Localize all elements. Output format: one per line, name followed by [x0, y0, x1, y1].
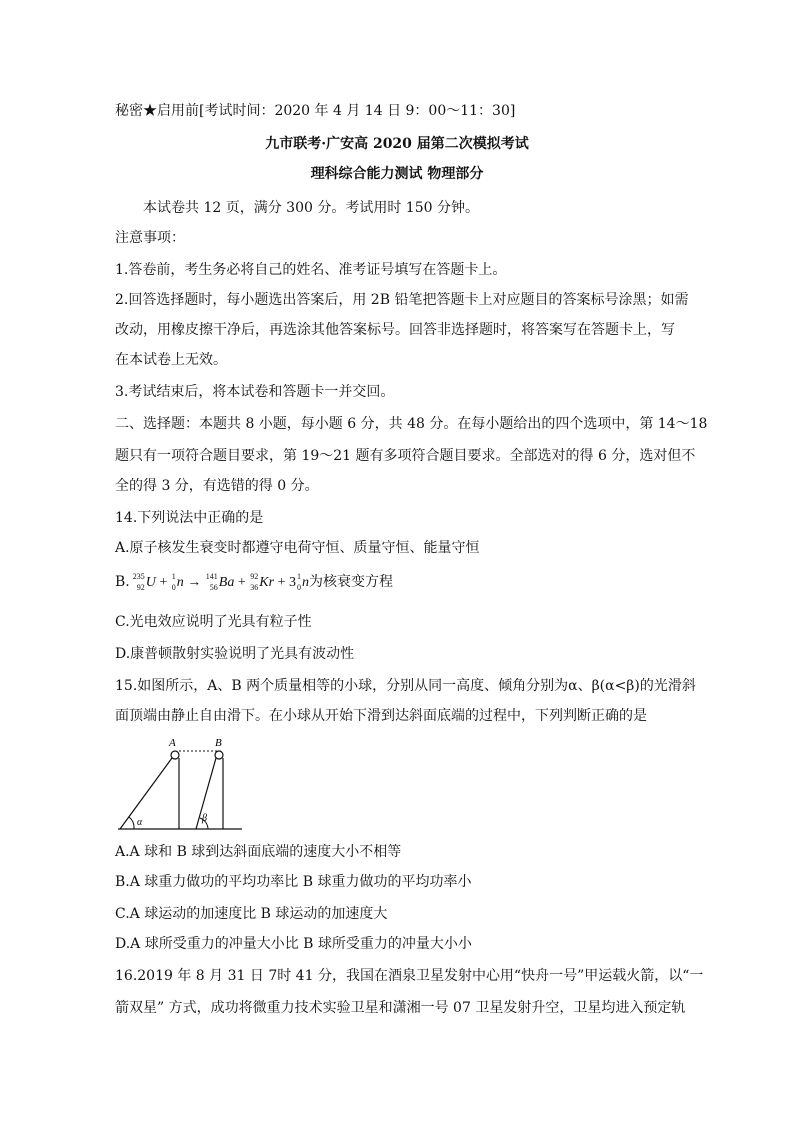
angle-alpha-arc [129, 817, 134, 829]
label-b: B [215, 737, 222, 749]
ba-mass-number: 141 [205, 571, 218, 581]
ball-b [215, 751, 223, 759]
q16-line-1: 16.2019 年 8 月 31 日 7时 41 分，我国在酒泉卫星发射中心用“快舟一号”甲运载火箭，以“一 [115, 968, 704, 984]
kr-mass-number: 92 [250, 571, 259, 581]
secret-exam-time-line: 秘密★启用前[考试时间：2020 年 4 月 14 日 9：00～11：30] [115, 103, 516, 119]
q15-stem-line-2: 面顶端由静止自由滑下。在小球从开始下滑到达斜面底端的过程中，下列判断正确的是 [115, 708, 647, 724]
incline-diagram [115, 736, 245, 832]
u-atomic-number: 92 [136, 582, 145, 592]
label-a: A [169, 737, 176, 749]
n-atomic-number: 0 [296, 582, 301, 592]
ba-symbol: Ba [218, 575, 235, 590]
exam-subtitle: 理科综合能力测试 物理部分 [310, 166, 484, 182]
note-item-2-line-2: 改动，用橡皮擦干净后，再选涂其他答案标号。回答非选择题时，将答案写在答题卡上，写 [115, 322, 675, 338]
q14-option-b [115, 572, 393, 593]
q15-option-a: A.A 球和 B 球到达斜面底端的速度大小不相等 [115, 844, 402, 860]
kr-symbol: Kr [259, 575, 275, 590]
exam-intro: 本试卷共 12 页，满分 300 分。考试用时 150 分钟。 [143, 200, 479, 216]
q15-stem-line-1: 15.如图所示，A、B 两个质量相等的小球，分别从同一高度、倾角分别为α、β(α<β)的光滑斜 [115, 678, 696, 694]
q14-option-b-prefix: B. [115, 574, 130, 590]
n-symbol: n [176, 575, 184, 590]
u-mass-number: 235 [132, 571, 145, 581]
note-item-3: 3.考试结束后，将本试卷和答题卡一并交回。 [115, 384, 395, 400]
label-beta: β [202, 813, 207, 824]
n-atomic-number: 0 [171, 582, 176, 592]
ball-a [171, 751, 179, 759]
n-mass-number: 1 [171, 571, 176, 581]
note-item-1: 1.答卷前，考生务必将自己的姓名、准考证号填写在答题卡上。 [115, 262, 507, 278]
u-symbol: U [145, 575, 156, 590]
q14-option-c: C.光电效应说明了光具有粒子性 [115, 614, 312, 630]
ba-atomic-number: 56 [209, 582, 218, 592]
plus-sign: + [159, 575, 168, 590]
exam-title: 九市联考·广安高 2020 届第二次模拟考试 [265, 136, 529, 152]
plus-three: + 3 [277, 575, 296, 590]
notes-heading: 注意事项： [115, 230, 185, 246]
q14-option-d: D.康普顿散射实验说明了光具有波动性 [115, 646, 355, 662]
q15-option-d: D.A 球所受重力的冲量大小比 B 球所受重力的冲量大小小 [115, 936, 472, 952]
q14-option-b-suffix: 为核衰变方程 [308, 574, 393, 590]
q14-option-a: A.原子核发生衰变时都遵守电荷守恒、质量守恒、能量守恒 [115, 540, 480, 556]
note-item-2-line-3: 在本试卷上无效。 [115, 352, 227, 368]
section-2-line-3: 全的得 3 分，有选错的得 0 分。 [115, 478, 319, 494]
section-2-line-1: 二、选择题：本题共 8 小题，每小题 6 分，共 48 分。在每小题给出的四个选项中，第 14～18 [115, 416, 708, 432]
q16-line-2: 箭双星” 方式，成功将微重力技术实验卫星和潇湘一号 07 卫星发射升空，卫星均进入预定轨 [115, 1000, 686, 1016]
plus-sign: + [237, 575, 246, 590]
q15-option-c: C.A 球运动的加速度比 B 球运动的加速度大 [115, 906, 388, 922]
n-symbol: n [301, 575, 309, 590]
note-item-2-line-1: 2.回答选择题时，每小题选出答案后，用 2B 铅笔把答题卡上对应题目的答案标号涂黑；如需 [115, 292, 689, 308]
kr-atomic-number: 36 [250, 582, 259, 592]
q14-stem: 14.下列说法中正确的是 [115, 510, 264, 526]
q15-option-b: B.A 球重力做功的平均功率比 B 球重力做功的平均功率小 [115, 874, 472, 890]
n-mass-number: 1 [296, 571, 301, 581]
nuclear-equation [130, 571, 309, 592]
label-alpha: α [137, 817, 143, 828]
incline-alpha [120, 758, 172, 829]
section-2-line-2: 题只有一项符合题目要求，第 19～21 题有多项符合题目要求。全部选对的得 6 分，选对但不 [115, 448, 696, 464]
arrow-symbol: → [187, 575, 202, 590]
